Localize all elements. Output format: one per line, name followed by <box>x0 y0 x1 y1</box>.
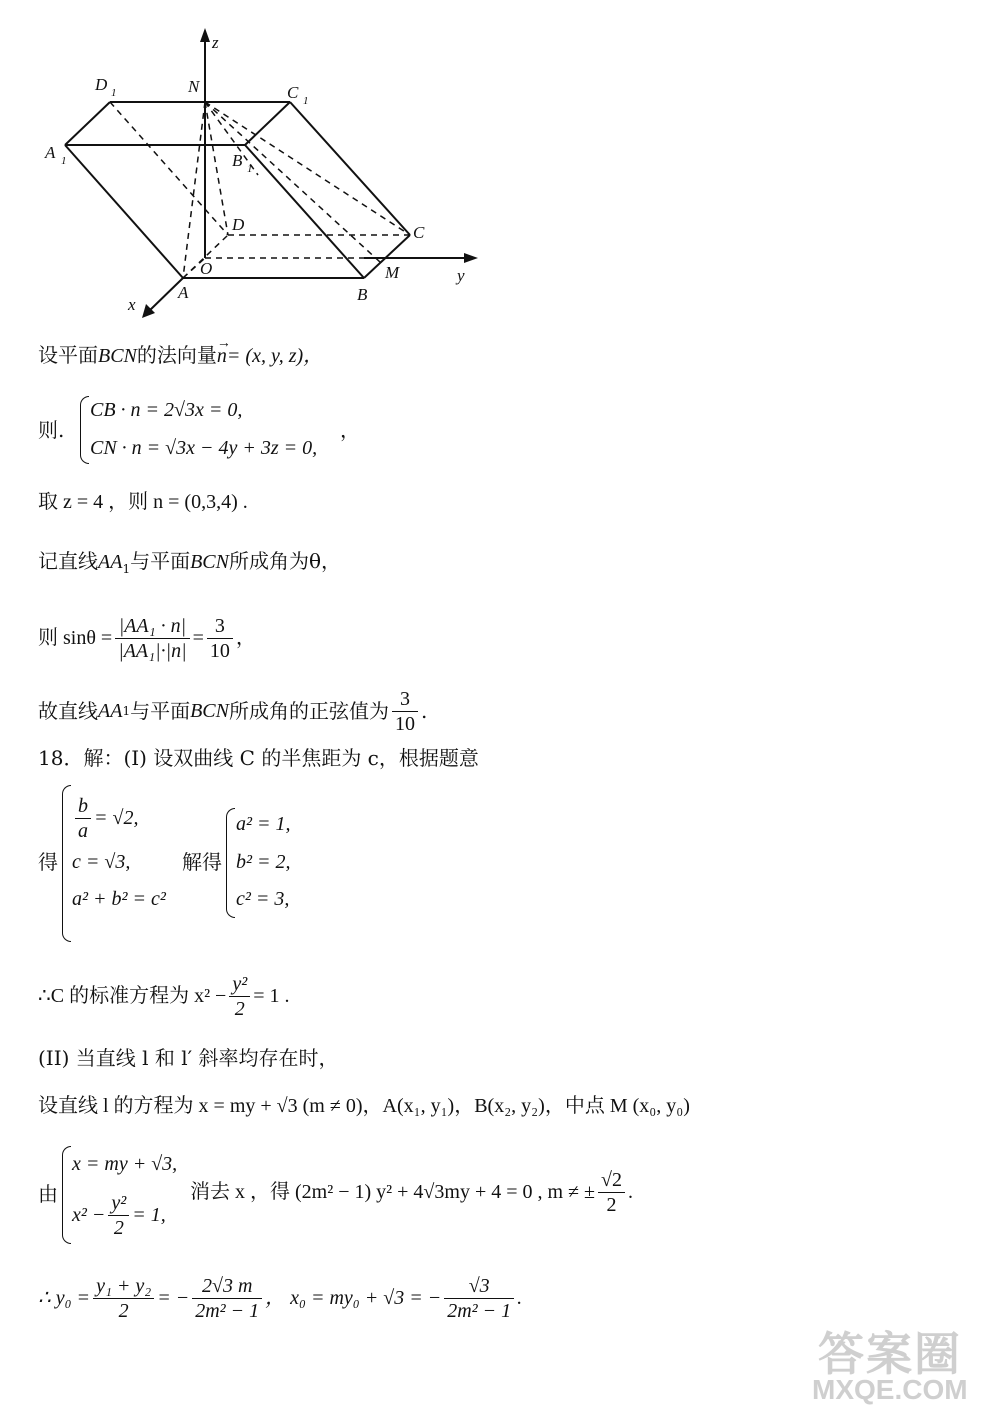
you-label: 由 <box>38 1182 58 1206</box>
text: 则 sinθ = <box>38 627 113 649</box>
vector-n: n → <box>216 336 231 367</box>
z-arrow <box>200 28 210 42</box>
numerator: y² <box>229 972 250 997</box>
denominator: 10 <box>209 639 230 662</box>
label-A1-sub: 1 <box>61 155 67 167</box>
label-C1-sub: 1 <box>303 95 309 107</box>
numerator: 3 <box>207 614 233 639</box>
text: = 1, <box>132 1204 166 1226</box>
watermark-bottom: MXQE.COM <box>812 1374 968 1405</box>
conclusion-line: 故直线 AA 1 与平面 BCN 所成角的正弦值为 $\frac{3}{10}$ . <box>38 687 428 735</box>
edge-A1A <box>65 145 183 278</box>
y2-over-2 <box>229 972 250 1021</box>
text: 设平面 <box>38 343 98 367</box>
system1-row2: c = √3, <box>72 851 131 873</box>
take-z-line: 取 z = 4 ，则 n = (0,3,4) . <box>38 491 248 513</box>
system1-row3: a² + b² = c² <box>72 888 166 910</box>
y-sum-over-2 <box>93 1274 154 1323</box>
plane-name: BCN <box>190 551 229 573</box>
part2-line: (II) 当直线 l 和 l′ 斜率均存在时， <box>38 1046 339 1070</box>
system2-row2: b² = 2, <box>236 851 291 873</box>
text: 与平面 <box>130 699 191 723</box>
segment-ND <box>205 102 228 235</box>
denominator: a <box>78 819 88 842</box>
text: = − <box>157 1287 190 1309</box>
numerator: 2√3 m <box>192 1274 262 1299</box>
elimination-line <box>190 1164 633 1220</box>
denominator: 2m² − 1 <box>447 1299 512 1322</box>
denominator: |AA₁|·|n| <box>118 639 187 662</box>
system-eq-2: CN · n = √3x − 4y + 3z = 0, <box>90 437 318 459</box>
value-fraction <box>207 614 233 663</box>
de-label: 得 <box>38 850 58 874</box>
text: . <box>420 699 428 723</box>
text: 记直线 <box>38 549 98 573</box>
system2-row1: a² = 1, <box>236 813 291 835</box>
numerator: √2 <box>598 1168 625 1193</box>
numerator: y² <box>108 1191 129 1216</box>
text: . <box>517 1287 523 1309</box>
system2-row3: c² = 3, <box>236 888 290 910</box>
label-B1: B <box>232 151 243 170</box>
text: = <box>192 627 204 649</box>
segment-NA <box>183 102 205 278</box>
label-B1-sub: 1 <box>247 163 253 175</box>
normal-vector-line <box>38 336 324 368</box>
system-eq-1: CB · n = 2√3x = 0, <box>90 399 243 421</box>
label-D: D <box>232 215 245 234</box>
label-M: M <box>385 263 400 282</box>
label-A: A <box>178 283 189 302</box>
denominator: 2 <box>234 997 245 1020</box>
segment-NM <box>205 102 380 262</box>
q18-heading: 18．解：(I) 设双曲线 C 的半焦距为 c，根据题意 <box>38 746 479 770</box>
denominator: 10 <box>394 712 415 735</box>
edge-B1C1 <box>245 102 290 145</box>
b-over-a <box>75 794 91 843</box>
system1-row1 <box>72 790 138 846</box>
denominator: 2m² − 1 <box>195 1299 260 1322</box>
y-arrow <box>464 253 478 263</box>
line-AA1: AA <box>98 700 123 722</box>
text: ∴ y₀ = <box>38 1287 91 1309</box>
denominator: 2 <box>113 1216 124 1239</box>
text: ∴C 的标准方程为 x² − <box>38 985 227 1007</box>
label-C: C <box>413 223 425 242</box>
label-y: y <box>457 266 465 285</box>
label-N: N <box>188 77 200 96</box>
sin-fraction <box>115 614 189 663</box>
denominator: 2 <box>606 1193 617 1216</box>
answer-fraction <box>392 687 418 736</box>
text: ， x₀ = my₀ + √3 = − <box>265 1287 442 1309</box>
system2-brace <box>226 808 235 918</box>
text: 所成角为θ， <box>228 549 342 573</box>
comma: ， <box>340 418 360 442</box>
root2-over-2 <box>598 1168 625 1217</box>
jiede-label: 解得 <box>182 850 222 874</box>
numerator: y₁ + y₂ <box>93 1274 154 1299</box>
numerator: 3 <box>392 687 418 712</box>
y0-fraction <box>192 1274 262 1323</box>
text: 的法向量 <box>136 343 217 367</box>
label-B: B <box>357 285 368 304</box>
numerator: √3 <box>444 1274 514 1299</box>
geometry-figure <box>0 0 500 330</box>
label-A1: A <box>45 143 56 162</box>
y2-over-2 <box>108 1191 129 1240</box>
text: ， <box>235 627 256 649</box>
label-z: z <box>212 33 219 52</box>
text: = √2, <box>94 807 139 829</box>
numerator: |AA₁ · n| <box>115 614 189 639</box>
plane-name: BCN <box>98 345 137 367</box>
system3-row1: x = my + √3, <box>72 1153 178 1175</box>
label-C1: C <box>287 83 299 102</box>
text: . <box>628 1181 634 1203</box>
text: = 1 . <box>253 985 290 1007</box>
label-O: O <box>200 259 213 278</box>
label-D1-sub: 1 <box>111 87 117 99</box>
equation: = (x, y, z)， <box>226 345 324 367</box>
plane-name: BCN <box>190 700 229 722</box>
standard-equation-line <box>38 968 290 1024</box>
watermark-top: 答案圈 <box>818 1328 962 1380</box>
line-AA1: AA <box>98 551 123 573</box>
text: 消去 x ，得 (2m² − 1) y² + 4√3my + 4 = 0 , m ≠ ± <box>190 1181 596 1203</box>
system1-brace <box>62 785 71 942</box>
text: x² − <box>72 1204 106 1226</box>
denominator: 2 <box>118 1299 129 1322</box>
text: 与平面 <box>130 549 191 573</box>
then-label: 则. <box>38 418 65 442</box>
system3-brace <box>62 1146 71 1244</box>
text: 所成角的正弦值为 <box>228 699 389 723</box>
midpoint-line <box>38 1270 522 1326</box>
edge-A1D1 <box>65 102 110 145</box>
system-brace <box>80 396 89 464</box>
line-equation-line: 设直线 l 的方程为 x = my + √3 (m ≠ 0)，A(x₁, y₁)，B(x₂, y₂)，中点 M (x₀, y₀) <box>38 1095 690 1117</box>
angle-def-line: 记直线$AA_1$与平面BCN所成角为θ， <box>38 549 342 576</box>
system3-row2 <box>72 1188 166 1242</box>
label-x: x <box>128 295 136 314</box>
numerator: b <box>75 794 91 819</box>
sin-line <box>38 608 256 668</box>
x0-fraction <box>444 1274 514 1323</box>
label-D1: D <box>95 75 108 94</box>
text: 故直线 <box>38 699 98 723</box>
